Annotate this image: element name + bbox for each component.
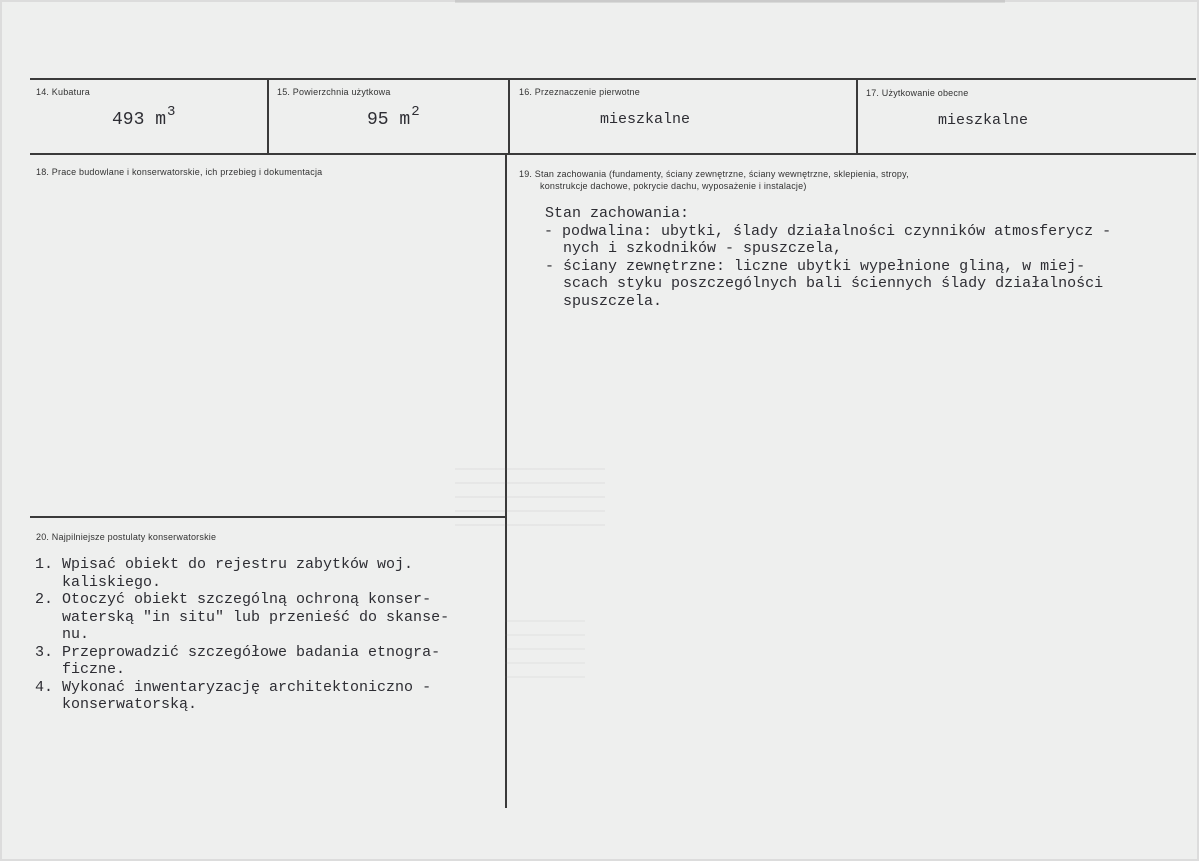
- col-divider-16-17: [856, 79, 858, 154]
- field-19-label-line2: konstrukcje dachowe, pokrycie dachu, wyposażenie i instalacje): [540, 181, 807, 191]
- section-18-bottom-rule: [30, 516, 506, 518]
- field-15-label: 15. Powierzchnia użytkowa: [277, 87, 391, 97]
- field-20-line: kaliskiego.: [35, 573, 162, 591]
- field-14-label: 14. Kubatura: [36, 87, 90, 97]
- field-20-line: 4. Wykonać inwentaryzację architektoniczno -: [35, 678, 432, 696]
- field-14-exponent: 3: [167, 104, 176, 120]
- field-20-label: 20. Najpilniejsze postulaty konserwatorskie: [36, 532, 217, 542]
- field-20-line: 3. Przeprowadzić szczegółowe badania etnogra-: [35, 643, 441, 661]
- field-19-text: [545, 205, 1111, 310]
- bleed-through-mark: [505, 620, 585, 680]
- field-17-value: mieszkalne: [938, 112, 1029, 129]
- field-15-exponent: 2: [411, 104, 420, 120]
- field-15-value: [367, 106, 420, 130]
- field-20-line: 1. Wpisać obiekt do rejestru zabytków woj.: [35, 556, 414, 573]
- field-19-line: scach styku poszczególnych bali ściennych ślady działalności: [545, 275, 1104, 292]
- col-divider-14-15: [267, 79, 269, 154]
- field-15-number: 95 m: [367, 110, 411, 130]
- field-20-line: 2. Otoczyć obiekt szczególną ochroną konser-: [35, 591, 432, 608]
- field-20-line: konserwatorską.: [35, 696, 198, 713]
- field-16-value: mieszkalne: [600, 111, 691, 128]
- field-19-label-line1: 19. Stan zachowania (fundamenty, ściany zewnętrzne, ściany wewnętrzne, sklepienia, stropy,: [519, 169, 909, 179]
- field-19-line: spuszczela.: [545, 292, 663, 310]
- field-19-line: Stan zachowania:: [545, 205, 690, 222]
- field-19-line: - podwalina: ubytki, ślady działalności czynników atmosferycz -: [544, 222, 1112, 240]
- col-divider-15-16: [508, 79, 510, 154]
- field-14-number: 493 m: [112, 110, 167, 130]
- field-19-line: - ściany zewnętrzne: liczne ubytki wypełnione gliną, w miej-: [545, 257, 1086, 275]
- field-20-text: [35, 556, 449, 714]
- field-14-value: [112, 106, 175, 130]
- top-rule: [30, 78, 1196, 80]
- field-20-line: nu.: [35, 626, 90, 643]
- field-20-line: ficzne.: [35, 661, 126, 678]
- field-18-label: 18. Prace budowlane i konserwatorskie, ich przebieg i dokumentacja: [36, 167, 323, 177]
- row-divider: [30, 153, 1196, 155]
- field-19-line: nych i szkodników - spuszczela,: [545, 240, 843, 257]
- field-20-line: waterską "in situ" lub przenieść do skanse-: [35, 608, 450, 626]
- bleed-through-mark: [455, 468, 605, 538]
- field-17-label: 17. Użytkowanie obecne: [866, 88, 969, 98]
- field-16-label: 16. Przeznaczenie pierwotne: [519, 87, 640, 97]
- top-edge-mark: [455, 0, 1005, 3]
